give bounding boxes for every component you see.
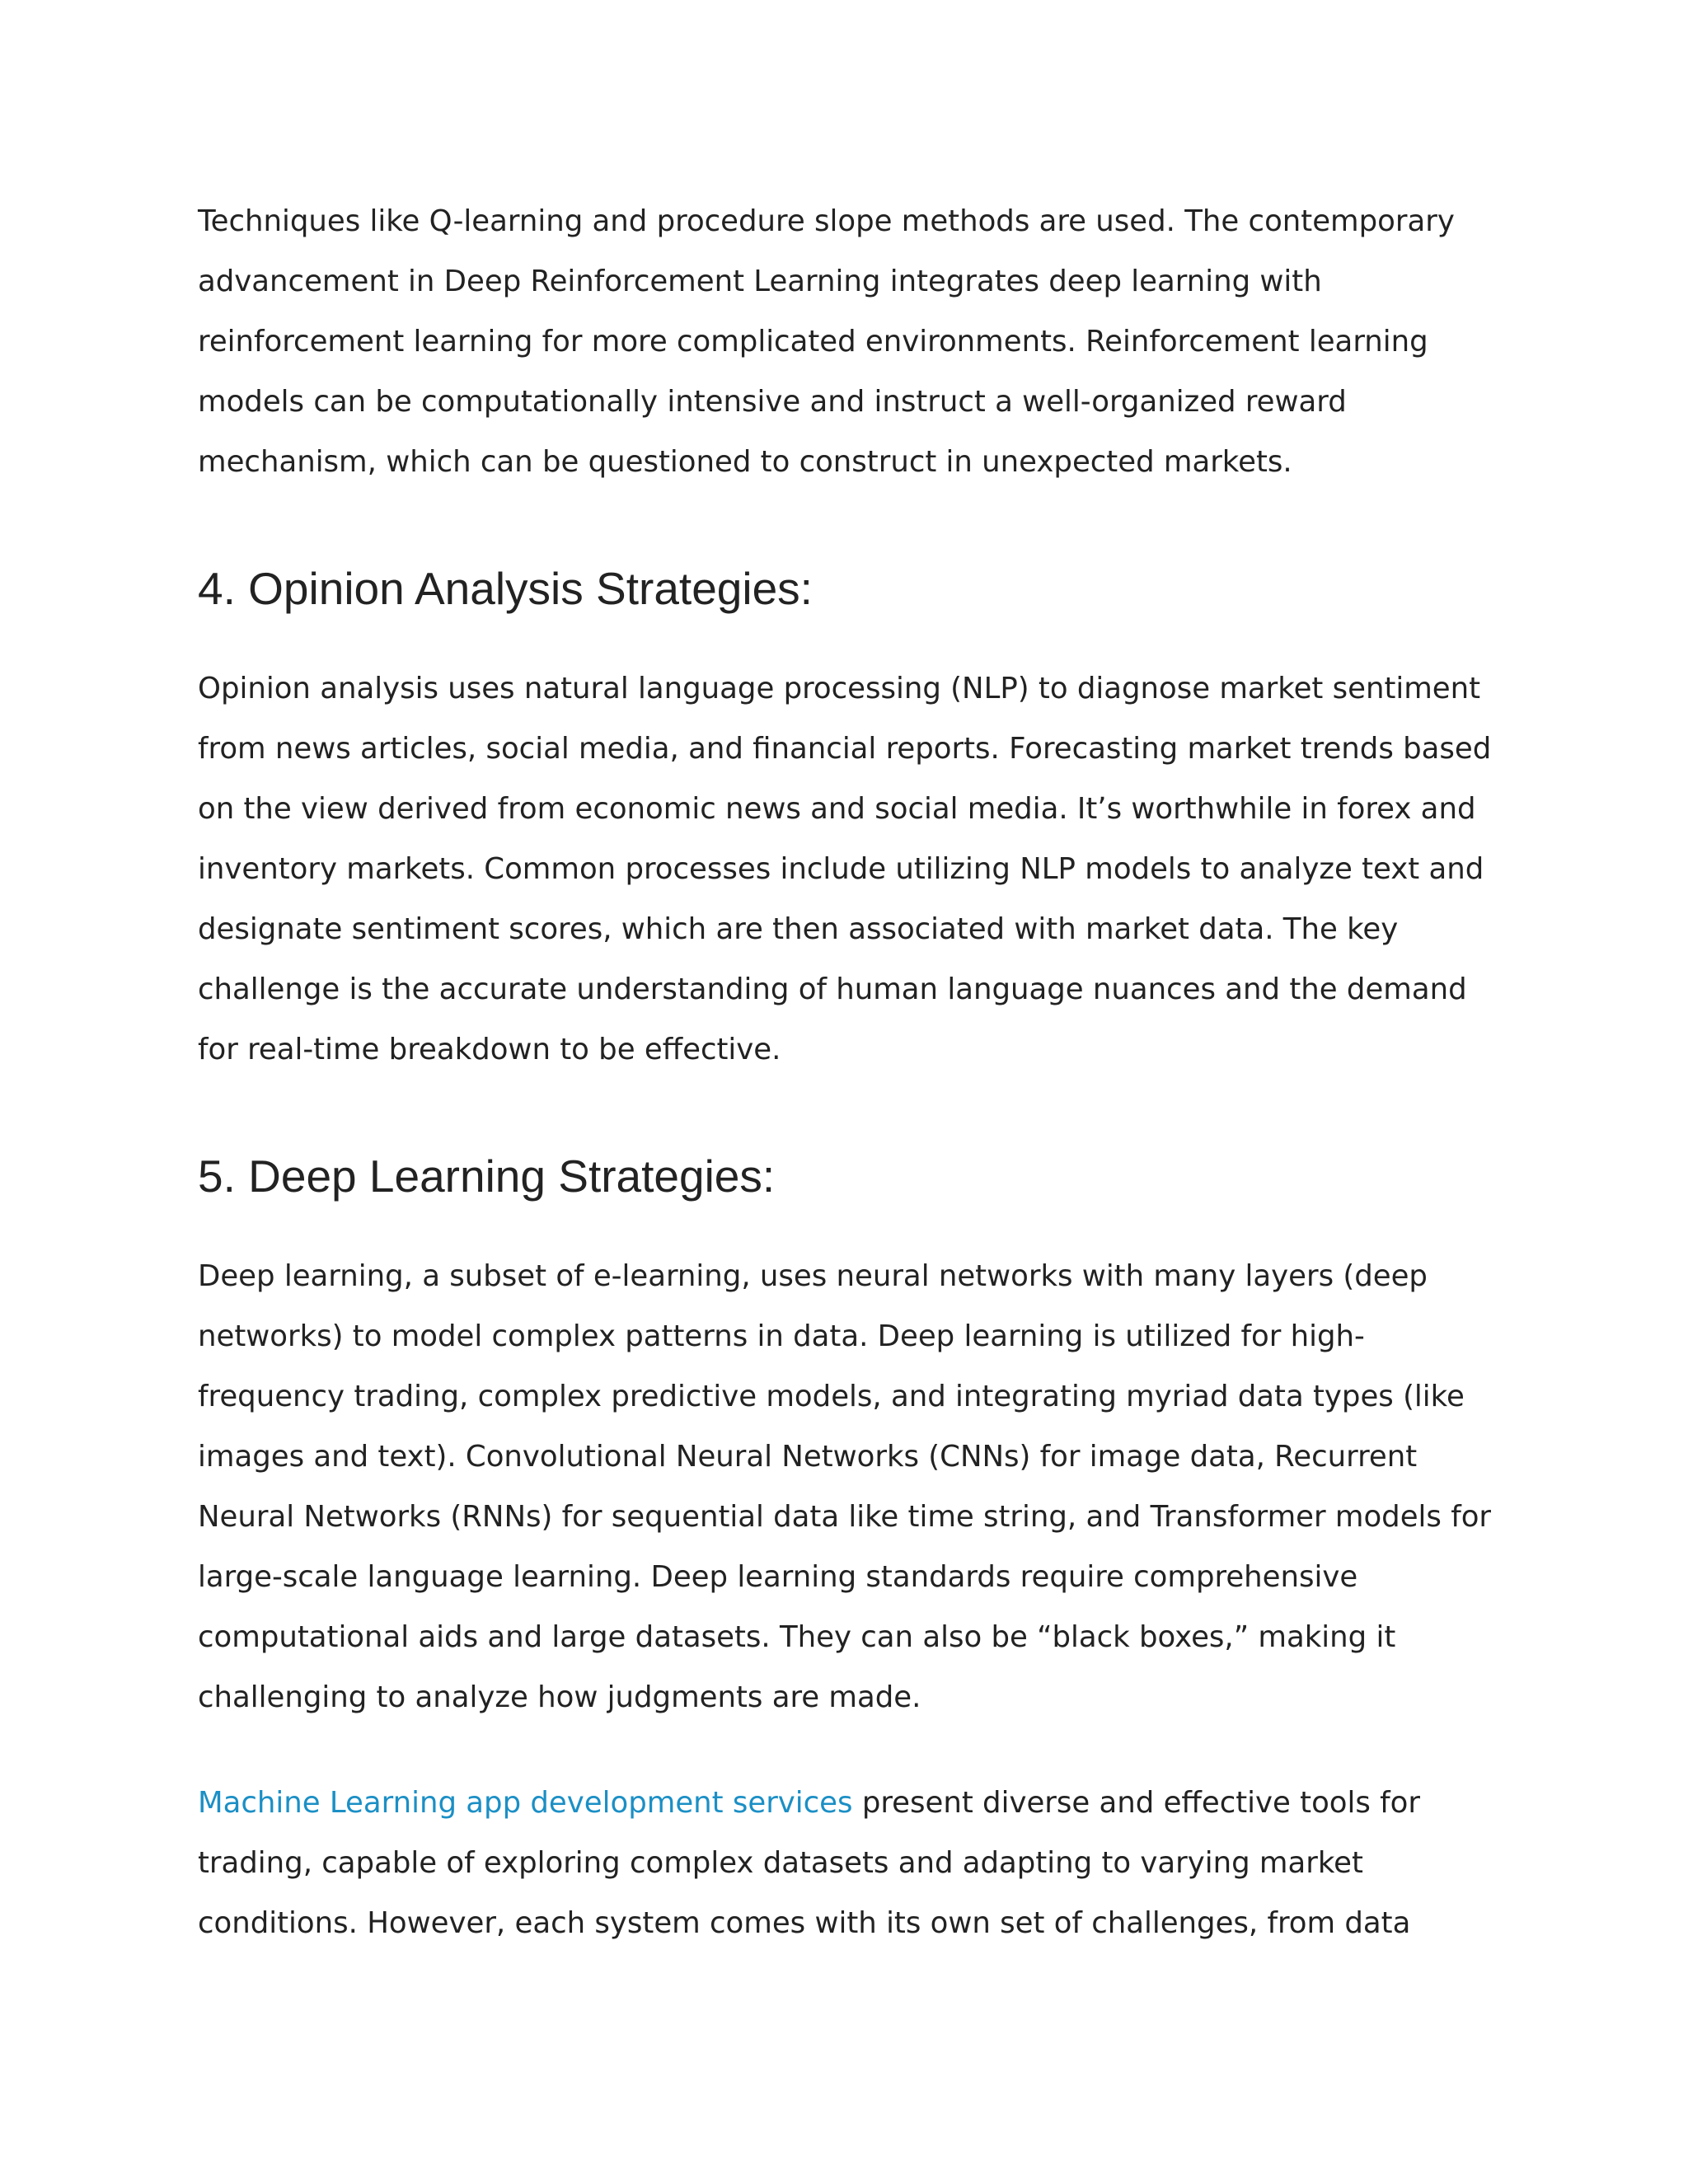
closing-paragraph xyxy=(198,1773,1496,1953)
closing-paragraph-text: present diverse and effective tools for trading, capable of exploring complex datasets and adapting to varying market conditions. However, each system comes with its own set of challenges, from data xyxy=(198,1786,1420,1940)
section-heading-deep-learning: 5. Deep Learning Strategies: xyxy=(198,1151,776,1202)
opinion-analysis-paragraph: Opinion analysis uses natural language processing (NLP) to diagnose market sentiment from news articles, social media, and financial reports. Forecasting market trends based on the view derived from economic news and social media. It’s worthwhile in forex and inventory markets. Common processes include utilizing NLP models to analyze text and designate sentiment scores, which are then associated with market data. The key challenge is the accurate understanding of human language nuances and the demand for real-time breakdown to be effective. xyxy=(198,672,1492,1066)
deep-learning-paragraph: Deep learning, a subset of e-learning, uses neural networks with many layers (deep networks) to model complex patterns in data. Deep learning is utilized for high-frequency trading, complex predictive models, and integrating myriad data types (like images and text). Convolutional Neural Networks (CNNs) for image data, Recurrent Neural Networks (RNNs) for sequential data like time string, and Transformer models for large-scale language learning. Deep learning standards require comprehensive computational aids and large datasets. They can also be “black boxes,” making it challenging to analyze how judgments are made. xyxy=(198,1259,1492,1714)
intro-paragraph: Techniques like Q-learning and procedure slope methods are used. The contemporary advancement in Deep Reinforcement Learning integrates deep learning with reinforcement learning for more complicated environments. Reinforcement learning models can be computationally intensive and instruct a well-organized reward mechanism, which can be questioned to construct in unexpected markets. xyxy=(198,204,1455,479)
document-content xyxy=(198,191,1496,1953)
ml-app-development-link[interactable]: Machine Learning app development services xyxy=(198,1786,853,1820)
section-heading-opinion-analysis: 4. Opinion Analysis Strategies: xyxy=(198,563,813,614)
